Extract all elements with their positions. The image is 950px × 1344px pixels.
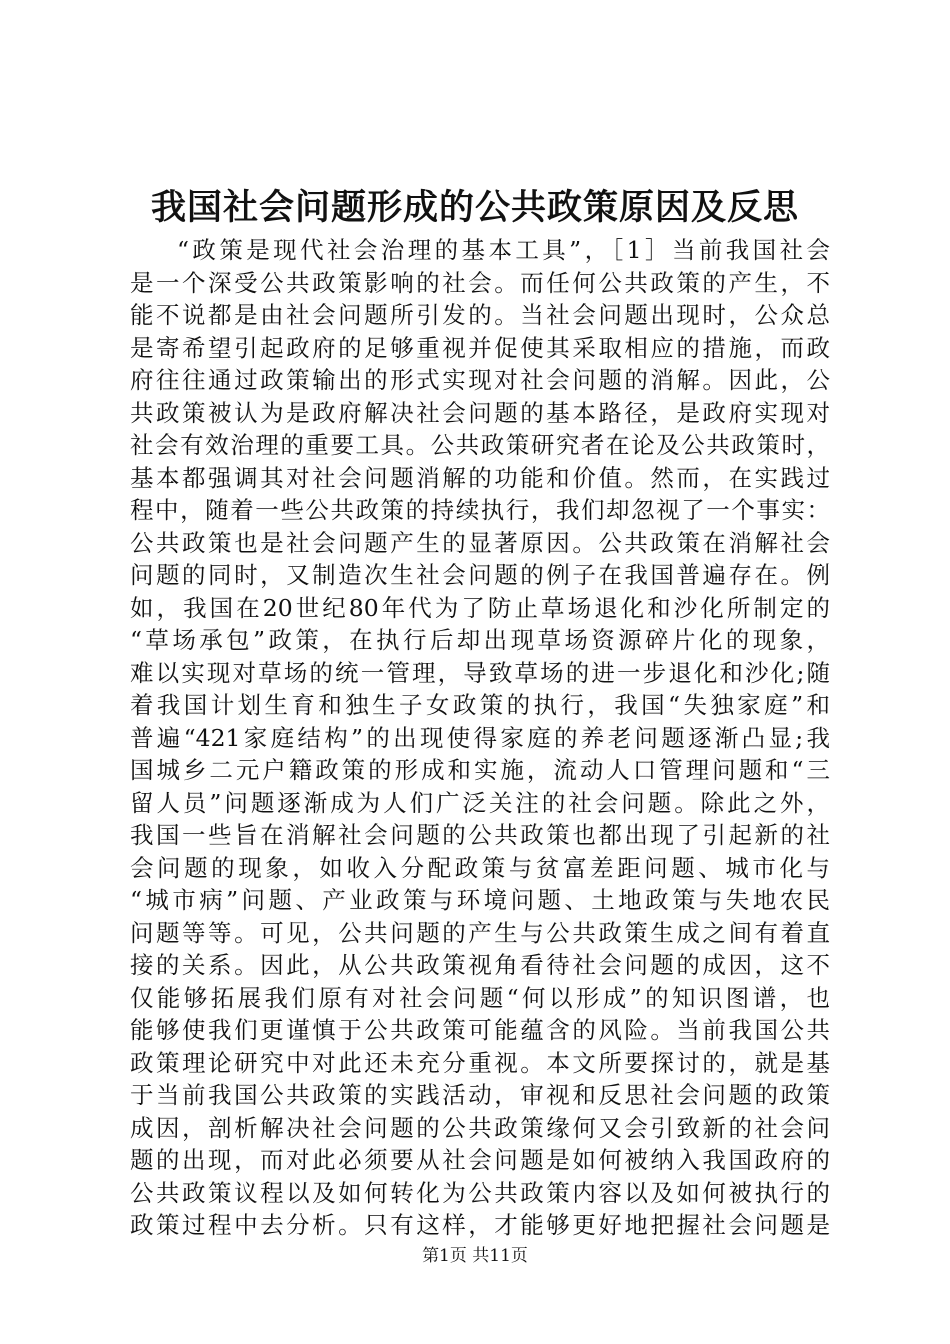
- text-line: 国城乡二元户籍政策的形成和实施，流动人口管理问题和“三: [130, 756, 830, 784]
- text-line: “草场承包”政策，在执行后却出现草场资源碎片化的现象，: [130, 626, 830, 654]
- text-line: 问题的同时，又制造次生社会问题的例子在我国普遍存在。例: [130, 561, 830, 589]
- body-paragraph: [130, 234, 830, 1242]
- text-line: 能够使我们更谨慎于公共政策可能蕴含的风险。当前我国公共: [130, 1016, 830, 1044]
- page-number-footer: 第1页 共11页: [422, 1246, 528, 1266]
- text-line: 问题等等。可见，公共问题的产生与公共政策生成之间有着直: [130, 918, 830, 947]
- text-line: 如，我国在20世纪80年代为了防止草场退化和沙化所制定的: [130, 593, 830, 622]
- text-line: 留人员”问题逐渐成为人们广泛关注的社会问题。除此之外，: [130, 788, 830, 817]
- document-title: 我国社会问题形成的公共政策原因及反思: [150, 188, 799, 228]
- text-line: 题的出现，而对此必须要从社会问题是如何被纳入我国政府的: [130, 1146, 830, 1174]
- text-line: 于当前我国公共政策的实践活动，审视和反思社会问题的政策: [130, 1081, 830, 1109]
- text-line: 共政策被认为是政府解决社会问题的基本路径，是政府实现对: [130, 398, 830, 427]
- text-line: 基本都强调其对社会问题消解的功能和价值。然而，在实践过: [130, 463, 830, 492]
- text-line: 公共政策也是社会问题产生的显著原因。公共政策在消解社会: [130, 528, 830, 557]
- text-line: 公共政策议程以及如何转化为公共政策内容以及如何被执行的: [130, 1178, 830, 1207]
- text-line: 府往往通过政策输出的形式实现对社会问题的消解。因此，公: [130, 366, 830, 394]
- text-line: 仅能够拓展我们原有对社会问题“何以形成”的知识图谱，也: [130, 983, 830, 1012]
- text-line: 会问题的现象，如收入分配政策与贫富差距问题、城市化与: [130, 853, 830, 882]
- text-line: 难以实现对草场的统一管理，导致草场的进一步退化和沙化;随: [130, 658, 830, 687]
- text-line: 我国一些旨在消解社会问题的公共政策也都出现了引起新的社: [130, 821, 830, 849]
- text-line: 政策过程中去分析。只有这样，才能够更好地把握社会问题是: [130, 1211, 830, 1239]
- text-line: 普遍“421家庭结构”的出现使得家庭的养老问题逐渐凸显;我: [130, 723, 830, 752]
- text-line: 政策理论研究中对此还未充分重视。本文所要探讨的，就是基: [130, 1048, 830, 1077]
- text-line: 程中，随着一些公共政策的持续执行，我们却忽视了一个事实：: [130, 496, 830, 524]
- text-line: 接的关系。因此，从公共政策视角看待社会问题的成因，这不: [130, 951, 830, 979]
- text-line: 是寄希望引起政府的足够重视并促使其采取相应的措施，而政: [130, 333, 830, 362]
- text-line: 着我国计划生育和独生子女政策的执行，我国“失独家庭”和: [130, 691, 830, 719]
- text-line: 能不说都是由社会问题所引发的。当社会问题出现时，公众总: [130, 301, 830, 329]
- text-line: 成因，剖析解决社会问题的公共政策缘何又会引致新的社会问: [130, 1113, 830, 1142]
- text-line: 社会有效治理的重要工具。公共政策研究者在论及公共政策时，: [130, 431, 830, 459]
- text-line: “政策是现代社会治理的基本工具”，［1］当前我国社会: [177, 236, 830, 264]
- text-line: “城市病”问题、产业政策与环境问题、土地政策与失地农民: [130, 886, 830, 914]
- text-line: 是一个深受公共政策影响的社会。而任何公共政策的产生，不: [130, 268, 830, 297]
